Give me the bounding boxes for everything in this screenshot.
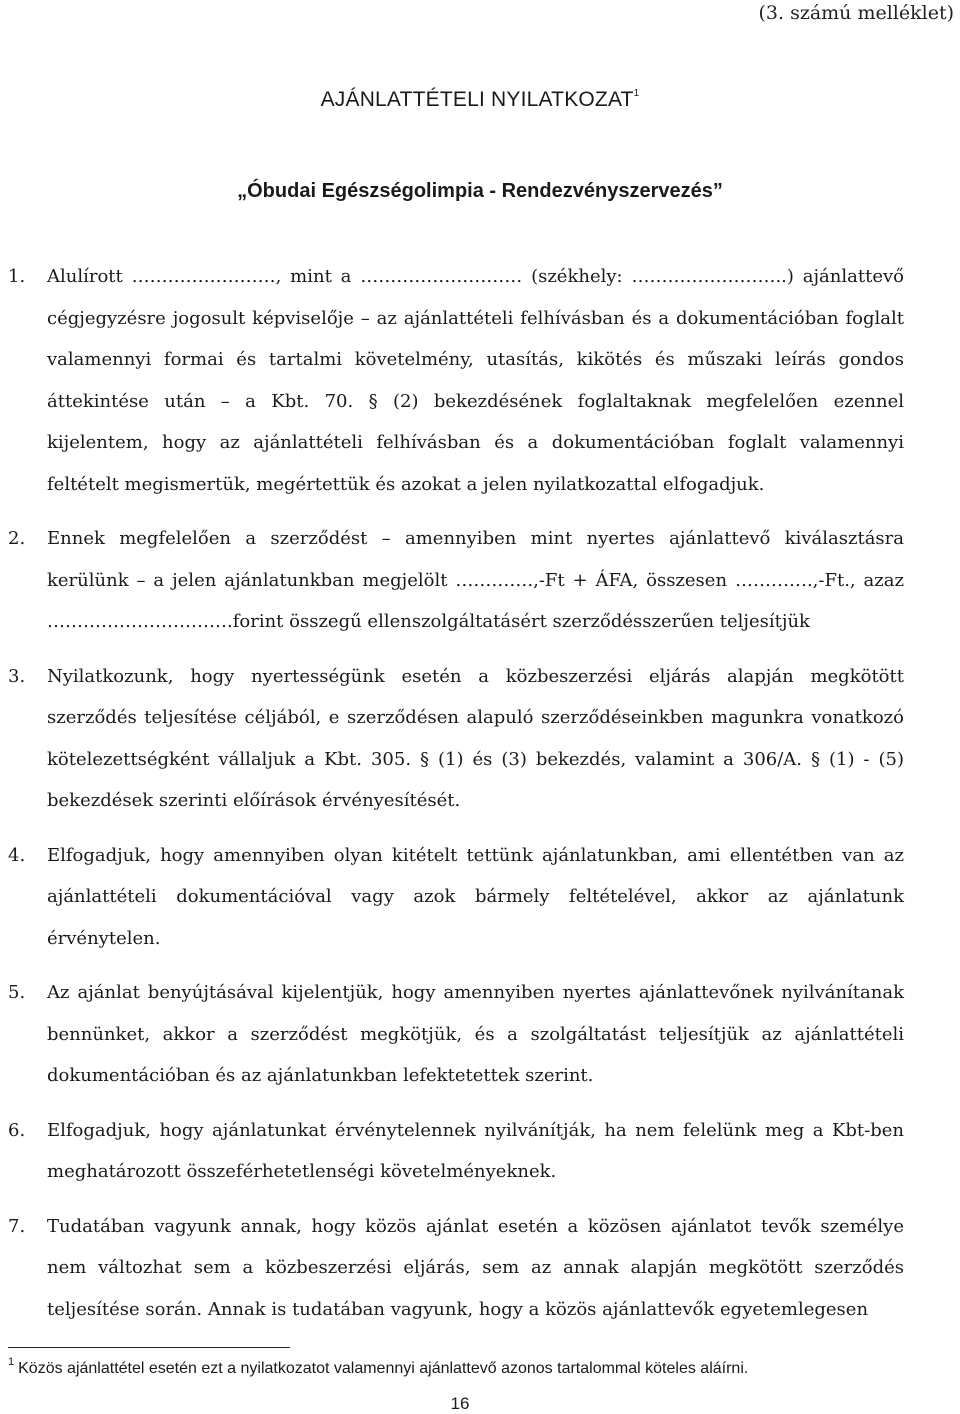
annex-label: (3. számú melléklet) bbox=[758, 2, 954, 24]
item-text: Nyilatkozunk, hogy nyertességünk esetén a közbeszerzési eljárás alapján megkötött szerződés teljesítése céljából, e szerződésen alapuló szerződéseinkben magunkra vonatkozó kötelezettségként vállaljuk a Kbt. 305. § (1) és (3) bekezdés, valamint a 306/A. § (1) - (5) bekezdések szerinti előírások érvényesítését. bbox=[47, 665, 904, 811]
item-text: Elfogadjuk, hogy amennyiben olyan kitételt tettünk ajánlatunkban, ami ellentétben van az ajánlattételi dokumentációval vagy azok bármely feltételével, akkor az ajánlatunk érvénytelen. bbox=[47, 844, 904, 949]
item-text: Ennek megfelelően a szerződést – amennyiben mint nyertes ajánlattevő kiválasztásra kerülünk – a jelen ajánlatunkban megjelölt ………….,-Ft + ÁFA, összesen ………….,-Ft., azaz ………………………….forint összegű ellenszolgáltatásért szerződésszerűen teljesítjük bbox=[47, 528, 904, 632]
item-text: Tudatában vagyunk annak, hogy közös ajánlat esetén a közösen ajánlatot tevők személye nem változhat sem a közbeszerzési eljárás, sem az annak alapján megkötött szerződés teljesítése során. Annak is tudatában vagyunk, hogy a közös ajánlattevők egyetemlegesen bbox=[47, 1215, 904, 1320]
document-title bbox=[0, 88, 960, 112]
page-number: 16 bbox=[450, 1394, 470, 1413]
item-number: 3. bbox=[8, 665, 26, 687]
item-number: 1. bbox=[8, 266, 26, 287]
item-number: 4. bbox=[8, 844, 26, 866]
project-subtitle: „Óbudai Egészségolimpia - Rendezvényszervezés” bbox=[237, 180, 723, 202]
item-number: 5. bbox=[8, 982, 26, 1003]
footnote-text: Közös ajánlattétel esetén ezt a nyilatkozatot valamennyi ajánlattevő azonos tartalommal köteles aláírni. bbox=[18, 1360, 749, 1377]
list-item bbox=[8, 1206, 904, 1331]
declaration-list bbox=[8, 256, 904, 1343]
footnote-divider bbox=[8, 1347, 290, 1348]
list-item bbox=[8, 518, 904, 643]
list-item bbox=[8, 972, 904, 1097]
list-item bbox=[8, 256, 904, 505]
list-item bbox=[8, 835, 904, 960]
item-number: 7. bbox=[8, 1215, 26, 1237]
item-text: Alulírott ……………………, mint a ……………………… (székhely: ……………………..) ajánlattevő cégjegyzésre jogosult képviselője – az ajánlattételi felhívásban és a dokumentációban foglalt valamennyi formai és tartalmi követelmény, utasítás, kikötés és műszaki leírás gondos áttekintése után – a Kbt. 70. § (2) bekezdésének foglaltaknak megfelelően ezennel kijelentem, hogy az ajánlattételi felhívásban és a dokumentációban foglalt valamennyi feltételt megismertük, megértettük és azokat a jelen nyilatkozattal elfogadjuk. bbox=[47, 266, 904, 495]
footnote bbox=[8, 1356, 948, 1378]
footnote-ref: 1 bbox=[633, 88, 640, 99]
item-text: Az ajánlat benyújtásával kijelentjük, hogy amennyiben nyertes ajánlattevőnek nyilvánítanak bennünket, akkor a szerződést megkötjük, és a szolgáltatást teljesítjük az ajánlattételi dokumentációban és az ajánlatunkban lefektetettek szerint. bbox=[47, 982, 904, 1086]
item-text: Elfogadjuk, hogy ajánlatunkat érvénytelennek nyilvánítják, ha nem felelünk meg a Kbt-ben meghatározott összeférhetetlenségi követelményeknek. bbox=[47, 1119, 904, 1182]
footnote-number: 1 bbox=[8, 1356, 15, 1368]
title-text: AJÁNLATTÉTELI NYILATKOZAT bbox=[320, 88, 634, 111]
list-item bbox=[8, 1110, 904, 1193]
item-number: 6. bbox=[8, 1119, 26, 1141]
item-number: 2. bbox=[8, 528, 26, 549]
list-item bbox=[8, 656, 904, 822]
